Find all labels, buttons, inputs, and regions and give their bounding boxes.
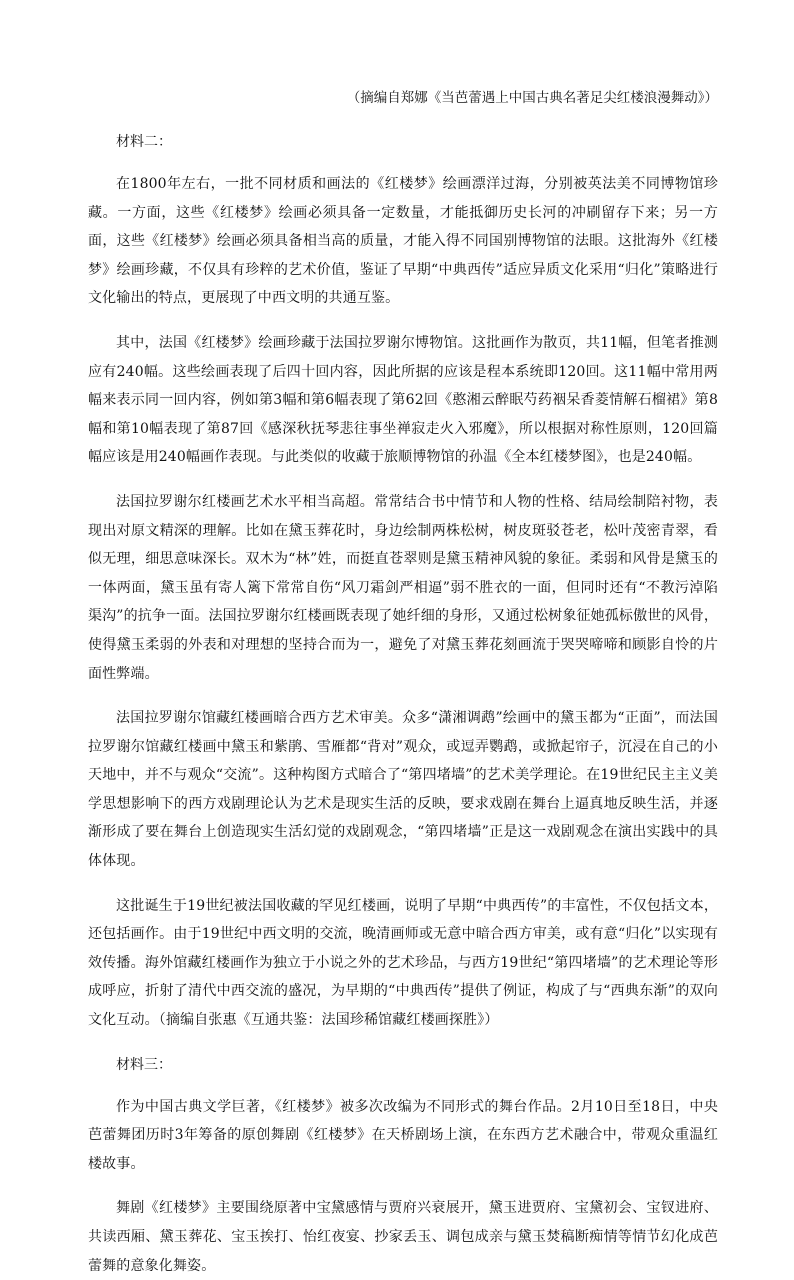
- material-three-heading: 材料三：: [116, 1056, 172, 1073]
- paragraph: 舞剧《红楼梦》主要围绕原著中宝黛感情与贾府兴衰展开，黛玉进贾府、宝黛初会、宝钗进府、共读西厢、黛玉葬花、宝玉挨打、怡红夜宴、抄家丢玉、调包成亲与黛玉焚稿断痴情等情节幻化成芭蕾舞的意象化舞姿。: [88, 1200, 718, 1274]
- paragraph: 这批诞生于19世纪被法国收藏的罕见红楼画，说明了早期“中典西传”的丰富性，不仅包括文本，还包括画作。由于19世纪中西文明的交流，晚清画师或无意中暗合西方审美，或有意“归化”以实现有效传播。海外馆藏红楼画作为独立于小说之外的艺术珍品，与西方19世纪“第四堵墙”的艺术理论等形成呼应，折射了清代中西交流的盛况，为早期的“中典西传”提供了例证，构成了与“西典东渐”的双向文化互动。（摘编自张惠《互通共鉴：法国珍稀馆藏红楼画探胜》）: [88, 897, 718, 1029]
- material-two-heading: 材料二：: [116, 134, 172, 150]
- paragraph: 其中，法国《红楼梦》绘画珍藏于法国拉罗谢尔博物馆。这批画作为散页，共11幅，但笔者推测应有240幅。这些绘画表现了后四十回内容，因此所据的应该是程本系统即120回。这11幅中常用两幅来表示同一回内容，例如第3幅和第6幅表现了第62回《憨湘云醉眠芍药裀呆香菱情解石榴裙》第8幅和第10幅表现了第87回《感深秋抚琴悲往事坐禅寂走火入邪魔》，所以根据对称性原则，120回篇幅应该是用240幅画作表现。与此类似的收藏于旅顺博物馆的孙温《全本红楼梦图》，也是240幅。: [88, 334, 718, 466]
- source-citation: （摘编自郑娜《当芭蕾遇上中国古典名著足尖红楼浪漫舞动》）: [346, 90, 718, 106]
- document-page: [88, 84, 718, 1280]
- paragraph: 法国拉罗谢尔红楼画艺术水平相当高超。常常结合书中情节和人物的性格、结局绘制陪衬物，表现出对原文精深的理解。比如在黛玉葬花时，身边绘制两株松树，树皮斑驳苍老，松叶茂密青翠，看似无理，细思意味深长。双木为“林”姓，而挺直苍翠则是黛玉精神风貌的象征。柔弱和风骨是黛玉的一体两面，黛玉虽有寄人篱下常常自伤“风刀霜剑严相逼”弱不胜衣的一面，但同时还有“不教污淖陷渠沟”的抗争一面。法国拉罗谢尔红楼画既表现了她纤细的身形，又通过松树象征她孤标傲世的风骨，使得黛玉柔弱的外表和对理想的坚持合而为一，避免了对黛玉葬花刻画流于哭哭啼啼和顾影自怜的片面性弊端。: [88, 493, 718, 682]
- paragraph: 在1800年左右，一批不同材质和画法的《红楼梦》绘画漂洋过海，分别被英法美不同博物馆珍藏。一方面，这些《红楼梦》绘画必须具备一定数量，才能抵御历史长河的冲刷留存下来；另一方面，这些《红楼梦》绘画必须具备相当高的质量，才能入得不同国别博物馆的法眼。这批海外《红楼梦》绘画珍藏，不仅具有珍粹的艺术价值，鉴证了早期“中典西传”适应异质文化采用“归化”策略进行文化输出的特点，更展现了中西文明的共通互鉴。: [88, 176, 718, 307]
- paragraph: 作为中国古典文学巨著，《红楼梦》被多次改编为不同形式的舞台作品。2月10日至18日，中央芭蕾舞团历时3年筹备的原创舞剧《红楼梦》在天桥剧场上演，在东西方艺术融合中，带观众重温红楼故事。: [88, 1098, 718, 1172]
- paragraph: 法国拉罗谢尔馆藏红楼画暗合西方艺术审美。众多“潇湘调鹉”绘画中的黛玉都为“正面”，而法国拉罗谢尔馆藏红楼画中黛玉和紫鹃、雪雁都“背对”观众，或逗弄鹦鹉，或掀起帘子，沉浸在自己的小天地中，并不与观众“交流”。这种构图方式暗合了“第四堵墙”的艺术美学理论。在19世纪民主主义美学思想影响下的西方戏剧理论认为艺术是现实生活的反映，要求戏剧在舞台上逼真地反映生活，并逐渐形成了要在舞台上创造现实生活幻觉的戏剧观念，“第四堵墙”正是这一戏剧观念在演出实践中的具体体现。: [88, 710, 718, 870]
